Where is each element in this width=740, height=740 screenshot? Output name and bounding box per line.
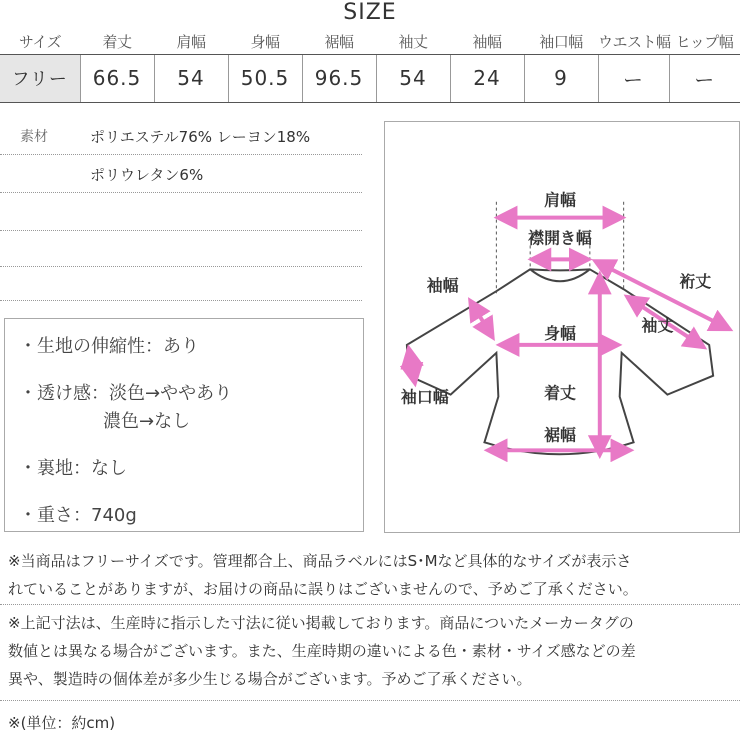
label-length: 着丈	[544, 383, 576, 403]
note-free-size-1: ※当商品はフリーサイズです。管理都合上、商品ラベルにはS･Mなど具体的なサイズが表示さ	[8, 552, 632, 570]
header-length: 着丈	[102, 33, 132, 52]
label-hem: 裾幅	[544, 425, 576, 445]
cell-hem-width: 96.5	[302, 54, 376, 102]
header-hem-width: 裾幅	[324, 33, 354, 52]
sheer-text: ・透け感：淡色→ややあり	[19, 383, 233, 404]
header-body-width: 身幅	[250, 33, 280, 52]
unit-note: ※(単位：約cm)	[8, 714, 116, 732]
header-sleeve-width: 袖幅	[472, 33, 502, 52]
note-dimensions-2: 数値とは異なる場合がございます。また、生産時期の違いによる色・素材・サイズ感などの差	[8, 642, 636, 660]
divider	[0, 230, 362, 231]
header-waist: ウエスト幅	[598, 33, 671, 52]
cell-sleeve-width: 24	[450, 54, 524, 102]
cell-waist: ー	[598, 54, 669, 102]
size-table-header-row	[0, 30, 740, 54]
size-title: SIZE	[343, 0, 397, 25]
sleeve-width-arrow	[471, 301, 493, 337]
measurement-diagram	[384, 121, 740, 533]
note-free-size-2: れていることがありますが、お届けの商品に誤りはございませんので、予めご了承ください。	[8, 580, 638, 598]
header-size: サイズ	[18, 33, 62, 52]
label-yuki: 裄丈	[679, 272, 712, 292]
divider	[0, 700, 740, 701]
label-sleeve-length: 袖丈	[641, 315, 674, 335]
cell-body-width: 50.5	[228, 54, 302, 102]
cell-hip: ー	[669, 54, 740, 102]
divider	[0, 192, 362, 193]
cell-shoulder: 54	[154, 54, 228, 102]
fabric-properties-box	[4, 318, 364, 532]
note-dimensions-1: ※上記寸法は、生産時に指示した寸法に従い掲載しております。商品についたメーカータグの	[8, 614, 634, 632]
header-sleeve-length: 袖丈	[398, 33, 428, 52]
label-body-width: 身幅	[544, 323, 576, 343]
note-dimensions-3: 異や、製造時の個体差が多少生じる場合がございます。予めご了承ください。	[8, 670, 532, 688]
size-table	[0, 30, 740, 103]
material-label: 素材	[20, 129, 48, 145]
stretch-text: ・生地の伸縮性：あり	[19, 336, 199, 357]
cell-cuff-width: 9	[524, 54, 598, 102]
cell-sleeve-length: 54	[376, 54, 450, 102]
divider	[0, 604, 740, 605]
header-shoulder: 肩幅	[176, 33, 206, 52]
divider	[0, 300, 362, 301]
lining-text: ・裏地：なし	[19, 458, 127, 479]
sheer-text-dark: 濃色→なし	[103, 411, 191, 432]
header-cuff-width: 袖口幅	[539, 33, 583, 52]
label-cuff: 袖口幅	[400, 387, 449, 407]
cell-size: フリー	[0, 54, 80, 102]
cell-length: 66.5	[80, 54, 154, 102]
table-row	[0, 54, 740, 102]
label-neck: 襟開き幅	[528, 228, 592, 248]
divider	[0, 266, 362, 267]
material-line-1: ポリエステル76% レーヨン18%	[90, 128, 311, 146]
label-sleeve-width: 袖幅	[426, 276, 459, 296]
garment-diagram-svg	[385, 122, 739, 532]
label-shoulder: 肩幅	[544, 190, 576, 210]
divider	[0, 154, 362, 155]
weight-text: ・重さ：740g	[19, 505, 137, 526]
material-line-2: ポリウレタン6%	[90, 166, 204, 184]
header-hip: ヒップ幅	[675, 33, 734, 52]
